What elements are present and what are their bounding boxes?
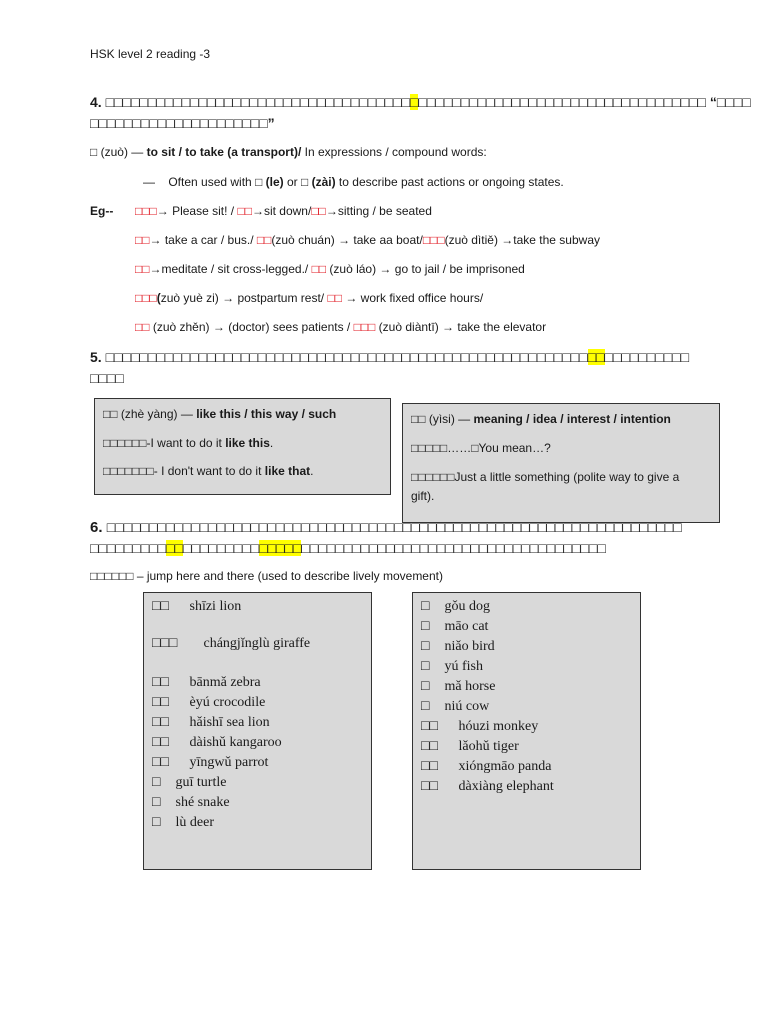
example-word: □□ [237, 204, 252, 218]
highlighted-word: □□□□□ [259, 540, 302, 556]
chinese-sentence: □□□□□□ [411, 470, 455, 484]
example-word: □□ [256, 233, 272, 247]
animal-label: xióngmāo panda [458, 759, 552, 774]
chinese-word: □ [152, 815, 161, 830]
translation: - I don't want to do it [153, 464, 265, 478]
chinese-word: □□ [152, 599, 169, 614]
example-meaning: →sit down/ [251, 204, 312, 218]
chinese-word: □□ [152, 675, 169, 690]
vocab-meaning: meaning / idea / interest / intention [473, 412, 671, 426]
example-meaning: → work fixed office hours/ [341, 291, 484, 305]
animal-item [421, 639, 495, 655]
animal-label: māo cat [444, 619, 489, 634]
question-6-text-line2 [90, 538, 606, 559]
example-row-3 [135, 261, 525, 277]
example-word: □□□ [422, 233, 445, 247]
example-word: □□□ [135, 291, 157, 305]
vocab-title [103, 407, 336, 421]
example-row-4 [135, 290, 483, 306]
animal-label: niǎo bird [444, 639, 495, 654]
animal-item [421, 659, 483, 675]
animal-item [421, 759, 551, 775]
chinese-word: □□ [421, 779, 438, 794]
animal-item [152, 755, 268, 771]
animal-label: hóuzi monkey [458, 719, 539, 734]
definition-zuo [90, 144, 487, 160]
example-word: □□□ [135, 204, 157, 218]
chinese-word: □□ [411, 412, 426, 426]
example-row-5 [135, 319, 546, 335]
animal-item [152, 695, 265, 711]
animal-item [421, 739, 519, 755]
animal-label: shé snake [175, 795, 230, 810]
animal-item [421, 679, 495, 695]
usage-text: Often used with [168, 175, 256, 189]
animal-item [421, 779, 554, 795]
chinese-word: □ [152, 795, 161, 810]
chinese-word: □ [421, 619, 430, 634]
example-meaning: →meditate / sit cross-legged./ [149, 262, 312, 276]
animal-label: bānmǎ zebra [189, 675, 261, 690]
animal-label: lù deer [175, 815, 214, 830]
chinese-word: □ [421, 679, 430, 694]
example-meaning: (zuò zhěn) → (doctor) sees patients / [149, 320, 354, 334]
vocab-box-yisi [402, 403, 720, 523]
chinese-phrase: □□□□□□ [90, 569, 134, 583]
animal-item [152, 715, 270, 731]
translation: ……□You mean…? [447, 441, 551, 455]
animal-label: niú cow [444, 699, 490, 714]
animal-item [152, 599, 241, 615]
highlighted-word: □□ [166, 540, 184, 556]
question-text: □□□□□□□□□□□□□□□□□□□□□□□□□□□□□□□□□□□□□□□□□□□□□□□□□□□□□□□□□□□□□□□□□□□□ [106, 519, 682, 535]
definition-bold: to sit / to take (a transport)/ [146, 145, 302, 159]
paren: ( [156, 291, 161, 305]
chinese-word: □ [421, 699, 430, 714]
example-meaning: (zuò chuán) → take aa boat/ [271, 233, 423, 247]
chinese-char: □ [90, 145, 98, 159]
translation: -I want to do it [146, 436, 226, 450]
chinese-word: □ [421, 639, 430, 654]
definition-rest: In expressions / compound words: [301, 145, 487, 159]
chinese-sentence: □□□□□□□ [103, 464, 154, 478]
question-text: □□□□□□□□□□□□□□□□□□□□□□□□□□□□□□□□□□ “□□□□ [418, 94, 751, 110]
animal-label: guī turtle [175, 775, 227, 790]
chinese-word: □□ [421, 739, 438, 754]
example-meaning: → take a car / bus./ [149, 233, 257, 247]
animal-label: gǒu dog [444, 599, 490, 614]
question-text: □□□□□□□□□□□□□□□□□□□□□□□□□□□□□□□□□□□□ [301, 540, 606, 556]
question-4-text [90, 92, 751, 113]
question-number: 6. [90, 519, 103, 536]
phrase-meaning: – jump here and there (used to describe lively movement) [133, 569, 443, 583]
question-number: 5. [90, 349, 102, 365]
pinyin: (zhè yàng) — [117, 407, 197, 421]
translation-bold: like this [225, 436, 270, 450]
example-word: □□□ [353, 320, 376, 334]
example-word: □□ [311, 262, 327, 276]
question-number: 4. [90, 94, 102, 110]
highlighted-word: □ [410, 94, 419, 110]
usage-text: or [283, 175, 301, 189]
chinese-word: □□ [421, 719, 438, 734]
example-meaning: →sitting / be seated [325, 204, 432, 218]
example-word: □□ [135, 233, 150, 247]
question-text: □□□□□□□□□□□□□□□□□□□□□□□□□□□□□□□□□□□□ [105, 94, 410, 110]
animal-item [152, 775, 226, 791]
animal-item [421, 719, 538, 735]
animal-label: shīzi lion [189, 599, 242, 614]
example-meaning: (zuò dìtiě) →take the subway [444, 233, 600, 247]
example-meaning: (zuò diàntī) → take the elevator [375, 320, 547, 334]
question-5-text [90, 347, 689, 368]
vocab-title [411, 412, 671, 426]
question-text: □□□□□□□□□ [90, 540, 167, 556]
chinese-word: □ [421, 659, 430, 674]
vocab-example [103, 436, 273, 450]
animal-label: dàxiàng elephant [458, 779, 554, 794]
example-label: Eg-- [90, 204, 114, 218]
chinese-word: □□ [421, 759, 438, 774]
vocab-example [411, 441, 551, 455]
chinese-char: □ [301, 175, 309, 189]
usage-text: to describe past actions or ongoing states. [335, 175, 564, 189]
question-text: □□□□□□□□□□ [604, 349, 690, 365]
translation: . [310, 464, 314, 478]
usage-note [143, 174, 564, 190]
vocab-box-zheyang [94, 398, 391, 495]
example-row-1 [135, 203, 432, 219]
animal-item [152, 636, 310, 652]
animal-item [152, 675, 261, 691]
phrase-definition [90, 568, 443, 584]
animal-item [152, 795, 230, 811]
example-word: □□ [135, 262, 150, 276]
question-5-text-line2: □□□□ [90, 370, 124, 386]
animal-item [421, 619, 488, 635]
chinese-word: □□ [152, 715, 169, 730]
question-4-text-line2: □□□□□□□□□□□□□□□□□□□□□” [90, 115, 275, 131]
translation-bold: like that [264, 464, 311, 478]
animal-item [421, 599, 490, 615]
vocab-example-continued: gift). [411, 489, 435, 503]
chinese-word: □□ [152, 735, 169, 750]
example-word: □□ [327, 291, 342, 305]
chinese-word: □□□ [152, 636, 178, 651]
chinese-sentence: □□□□□□ [103, 436, 147, 450]
animal-label: yīngwǔ parrot [189, 755, 269, 770]
vocab-example [411, 470, 679, 484]
example-word: □□ [311, 204, 326, 218]
animal-item [421, 699, 489, 715]
vocab-example [103, 464, 313, 478]
animal-label: èyú crocodile [189, 695, 266, 710]
dash: — [143, 175, 155, 189]
animal-item [152, 735, 282, 751]
animal-label: dàishǔ kangaroo [189, 735, 282, 750]
animal-list-right [412, 592, 641, 870]
chinese-sentence: □□□□□ [411, 441, 448, 455]
chinese-word: □ [421, 599, 430, 614]
chinese-char: □ [255, 175, 263, 189]
animal-item [152, 815, 214, 831]
usage-le: (le) [262, 175, 284, 189]
question-6-text [90, 517, 682, 538]
example-meaning: (zuò láo) → go to jail / be imprisoned [326, 262, 525, 276]
question-text: □□□□□□□□□□□□□□□□□□□□□□□□□□□□□□□□□□□□□□□□□□□□□□□□□□□□□□□□□ [105, 349, 588, 365]
animal-list-left [143, 592, 372, 870]
animal-label: chángjǐnglù giraffe [203, 636, 311, 651]
page-header: HSK level 2 reading -3 [90, 47, 211, 61]
question-text: □□□□□□□□□ [183, 540, 260, 556]
example-word: □□ [135, 320, 150, 334]
translation: . [269, 436, 274, 450]
pinyin: (zuò) — [100, 145, 147, 159]
chinese-word: □□ [152, 695, 169, 710]
animal-label: mǎ horse [444, 679, 496, 694]
highlighted-word: □□ [587, 349, 605, 365]
vocab-meaning: like this / this way / such [196, 407, 337, 421]
animal-label: hǎishī sea lion [189, 715, 270, 730]
chinese-word: □ [152, 775, 161, 790]
example-meaning: → Please sit! / [156, 204, 238, 218]
example-meaning: zuò yuè zi) → postpartum rest/ [160, 291, 328, 305]
translation: Just a little something (polite way to give a [454, 470, 680, 484]
example-row-2 [135, 232, 600, 248]
chinese-word: □□ [103, 407, 118, 421]
animal-label: lǎohǔ tiger [458, 739, 519, 754]
usage-zai: (zài) [308, 175, 336, 189]
chinese-word: □□ [152, 755, 169, 770]
animal-label: yú fish [444, 659, 483, 674]
pinyin: (yìsi) — [425, 412, 474, 426]
